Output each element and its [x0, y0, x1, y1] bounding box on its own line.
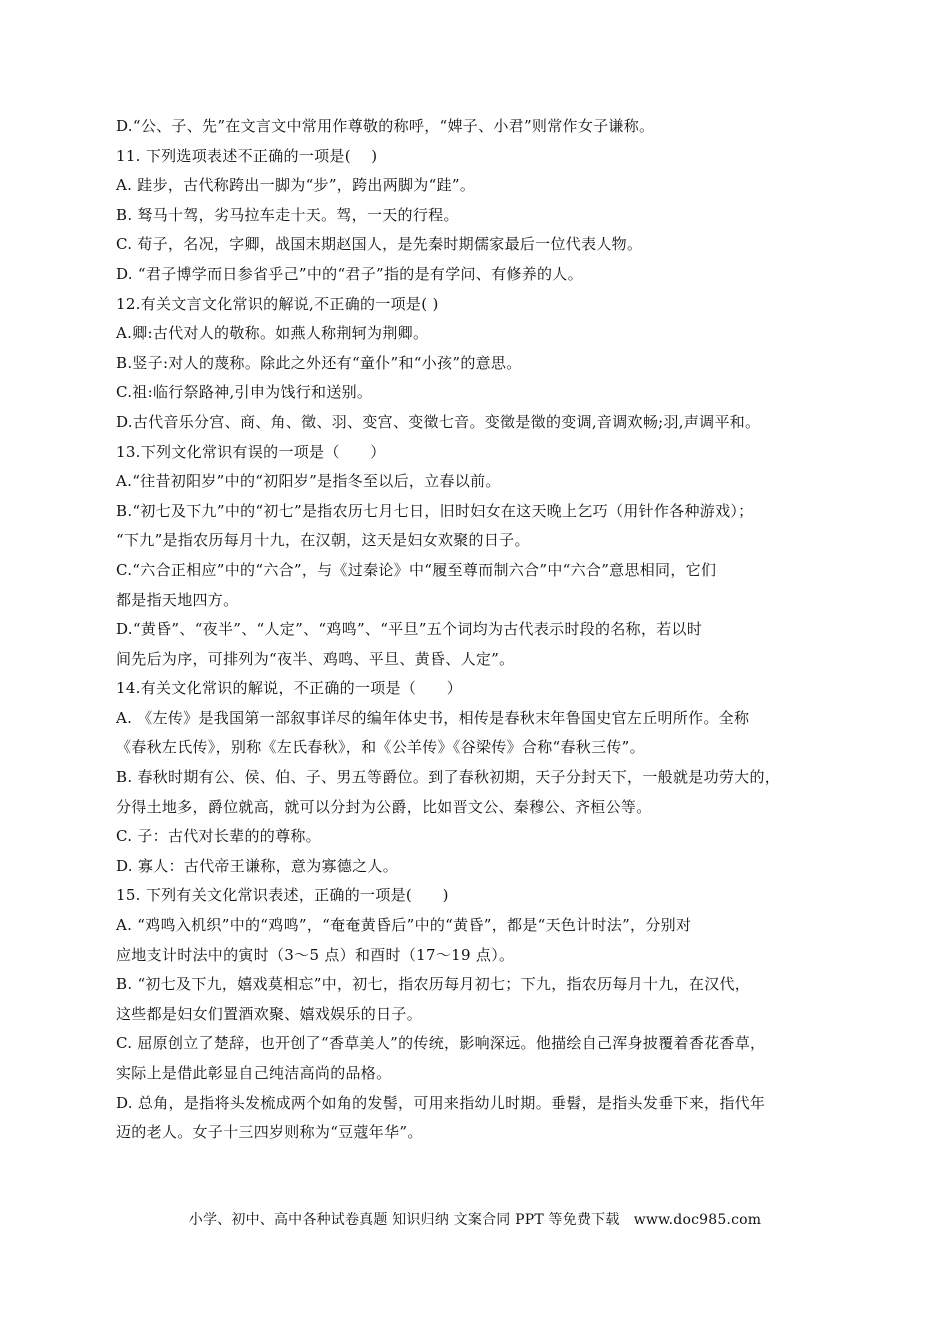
text-line: B.“初七及下九”中的“初七”是指农历七月七日，旧时妇女在这天晚上乞巧（用针作各种游戏）； — [116, 501, 754, 520]
text-line: A. “鸡鸣入机织”中的“鸡鸣”，“奄奄黄昏后”中的“黄昏”，都是“天色计时法”，分别对 — [116, 916, 692, 935]
text-line: 14.有关文化常识的解说，不正确的一项是（ ） — [116, 679, 463, 698]
text-line: D. 寡人：古代帝王谦称，意为寡德之人。 — [116, 856, 399, 875]
text-line: 迈的老人。女子十三四岁则称为“豆蔻年华”。 — [116, 1123, 423, 1142]
text-line: A.“往昔初阳岁”中的“初阳岁”是指冬至以后，立春以前。 — [116, 472, 501, 491]
text-line: C. 子：古代对长辈的的尊称。 — [116, 827, 321, 846]
text-line: A. 跬步，古代称跨出一脚为“步”，跨出两脚为“跬”。 — [116, 176, 476, 195]
text-line: B.竖子:对人的蔑称。除此之外还有“童仆”和“小孩”的意思。 — [116, 353, 522, 372]
text-line: D. 总角，是指将头发梳成两个如角的发髻，可用来指幼儿时期。垂髫，是指头发垂下来，指代年 — [116, 1093, 766, 1112]
text-line: B. 驽马十驾，劣马拉车走十天。驾，一天的行程。 — [116, 205, 459, 224]
text-line: 13.下列文化常识有误的一项是（ ） — [116, 442, 386, 461]
text-line: D.古代音乐分宫、商、角、徵、羽、变宫、变徵七音。变徵是徵的变调,音调欢畅;羽,声调平和。 — [116, 412, 761, 431]
text-line: 15. 下列有关文化常识表述，正确的一项是( ) — [116, 886, 449, 905]
text-line: 都是指天地四方。 — [116, 590, 239, 609]
question-text — [116, 112, 836, 1148]
text-line: 《春秋左氏传》，别称《左氏春秋》，和《公羊传》《谷梁传》合称“春秋三传”。 — [116, 738, 645, 757]
text-line: 间先后为序，可排列为“夜半、鸡鸣、平旦、黄昏、人定”。 — [116, 649, 515, 668]
text-line: 实际上是借此彰显自己纯洁高尚的品格。 — [116, 1064, 392, 1082]
text-line: A. 《左传》是我国第一部叙事详尽的编年体史书，相传是春秋末年鲁国史官左丘明所作。全称 — [116, 708, 750, 727]
text-line: 11. 下列选项表述不正确的一项是( ) — [116, 146, 378, 165]
page-footer: 小学、初中、高中各种试卷真题 知识归纳 文案合同 PPT 等免费下载 www.doc985.com — [188, 1212, 762, 1228]
text-line: 12.有关文言文化常识的解说,不正确的一项是( ) — [116, 294, 439, 313]
text-line: B. “初七及下九，嬉戏莫相忘”中，初七，指农历每月初七；下九，指农历每月十九，在汉代， — [116, 975, 751, 994]
text-line: A.卿:古代对人的敬称。如燕人称荆轲为荆卿。 — [116, 324, 429, 343]
text-line: D. “君子博学而日参省乎己”中的“君子”指的是有学问、有修养的人。 — [116, 264, 583, 283]
text-line: D.“公、子、先”在文言文中常用作尊敬的称呼，“婢子、小君”则常作女子谦称。 — [116, 117, 655, 135]
text-line: B. 春秋时期有公、侯、伯、子、男五等爵位。到了春秋初期，天子分封天下，一般就是功劳大的， — [116, 768, 781, 787]
text-line: D.“黄昏”、“夜半”、“人定”、“鸡鸣”、“平旦”五个词均为古代表示时段的名称，若以时 — [116, 620, 703, 639]
text-line: C. 荀子，名况，字卿，战国末期赵国人，是先秦时期儒家最后一位代表人物。 — [116, 235, 643, 254]
text-line: “下九”是指农历每月十九，在汉朝，这天是妇女欢聚的日子。 — [116, 531, 530, 550]
text-line: 应地支计时法中的寅时（3～5 点）和酉时（17～19 点）。 — [116, 945, 515, 964]
text-line: 分得土地多，爵位就高，就可以分封为公爵，比如晋文公、秦穆公、齐桓公等。 — [116, 797, 652, 816]
text-line: C.祖:临行祭路神,引申为饯行和送别。 — [116, 383, 373, 402]
text-line: C. 屈原创立了楚辞，也开创了“香草美人”的传统，影响深远。他描绘自己浑身披覆着香花香草， — [116, 1034, 766, 1053]
text-line: 这些都是妇女们置酒欢聚、嬉戏娱乐的日子。 — [116, 1004, 423, 1023]
text-line: C.“六合正相应”中的“六合”，与《过秦论》中“履至尊而制六合”中“六合”意思相同，它们 — [116, 560, 717, 579]
